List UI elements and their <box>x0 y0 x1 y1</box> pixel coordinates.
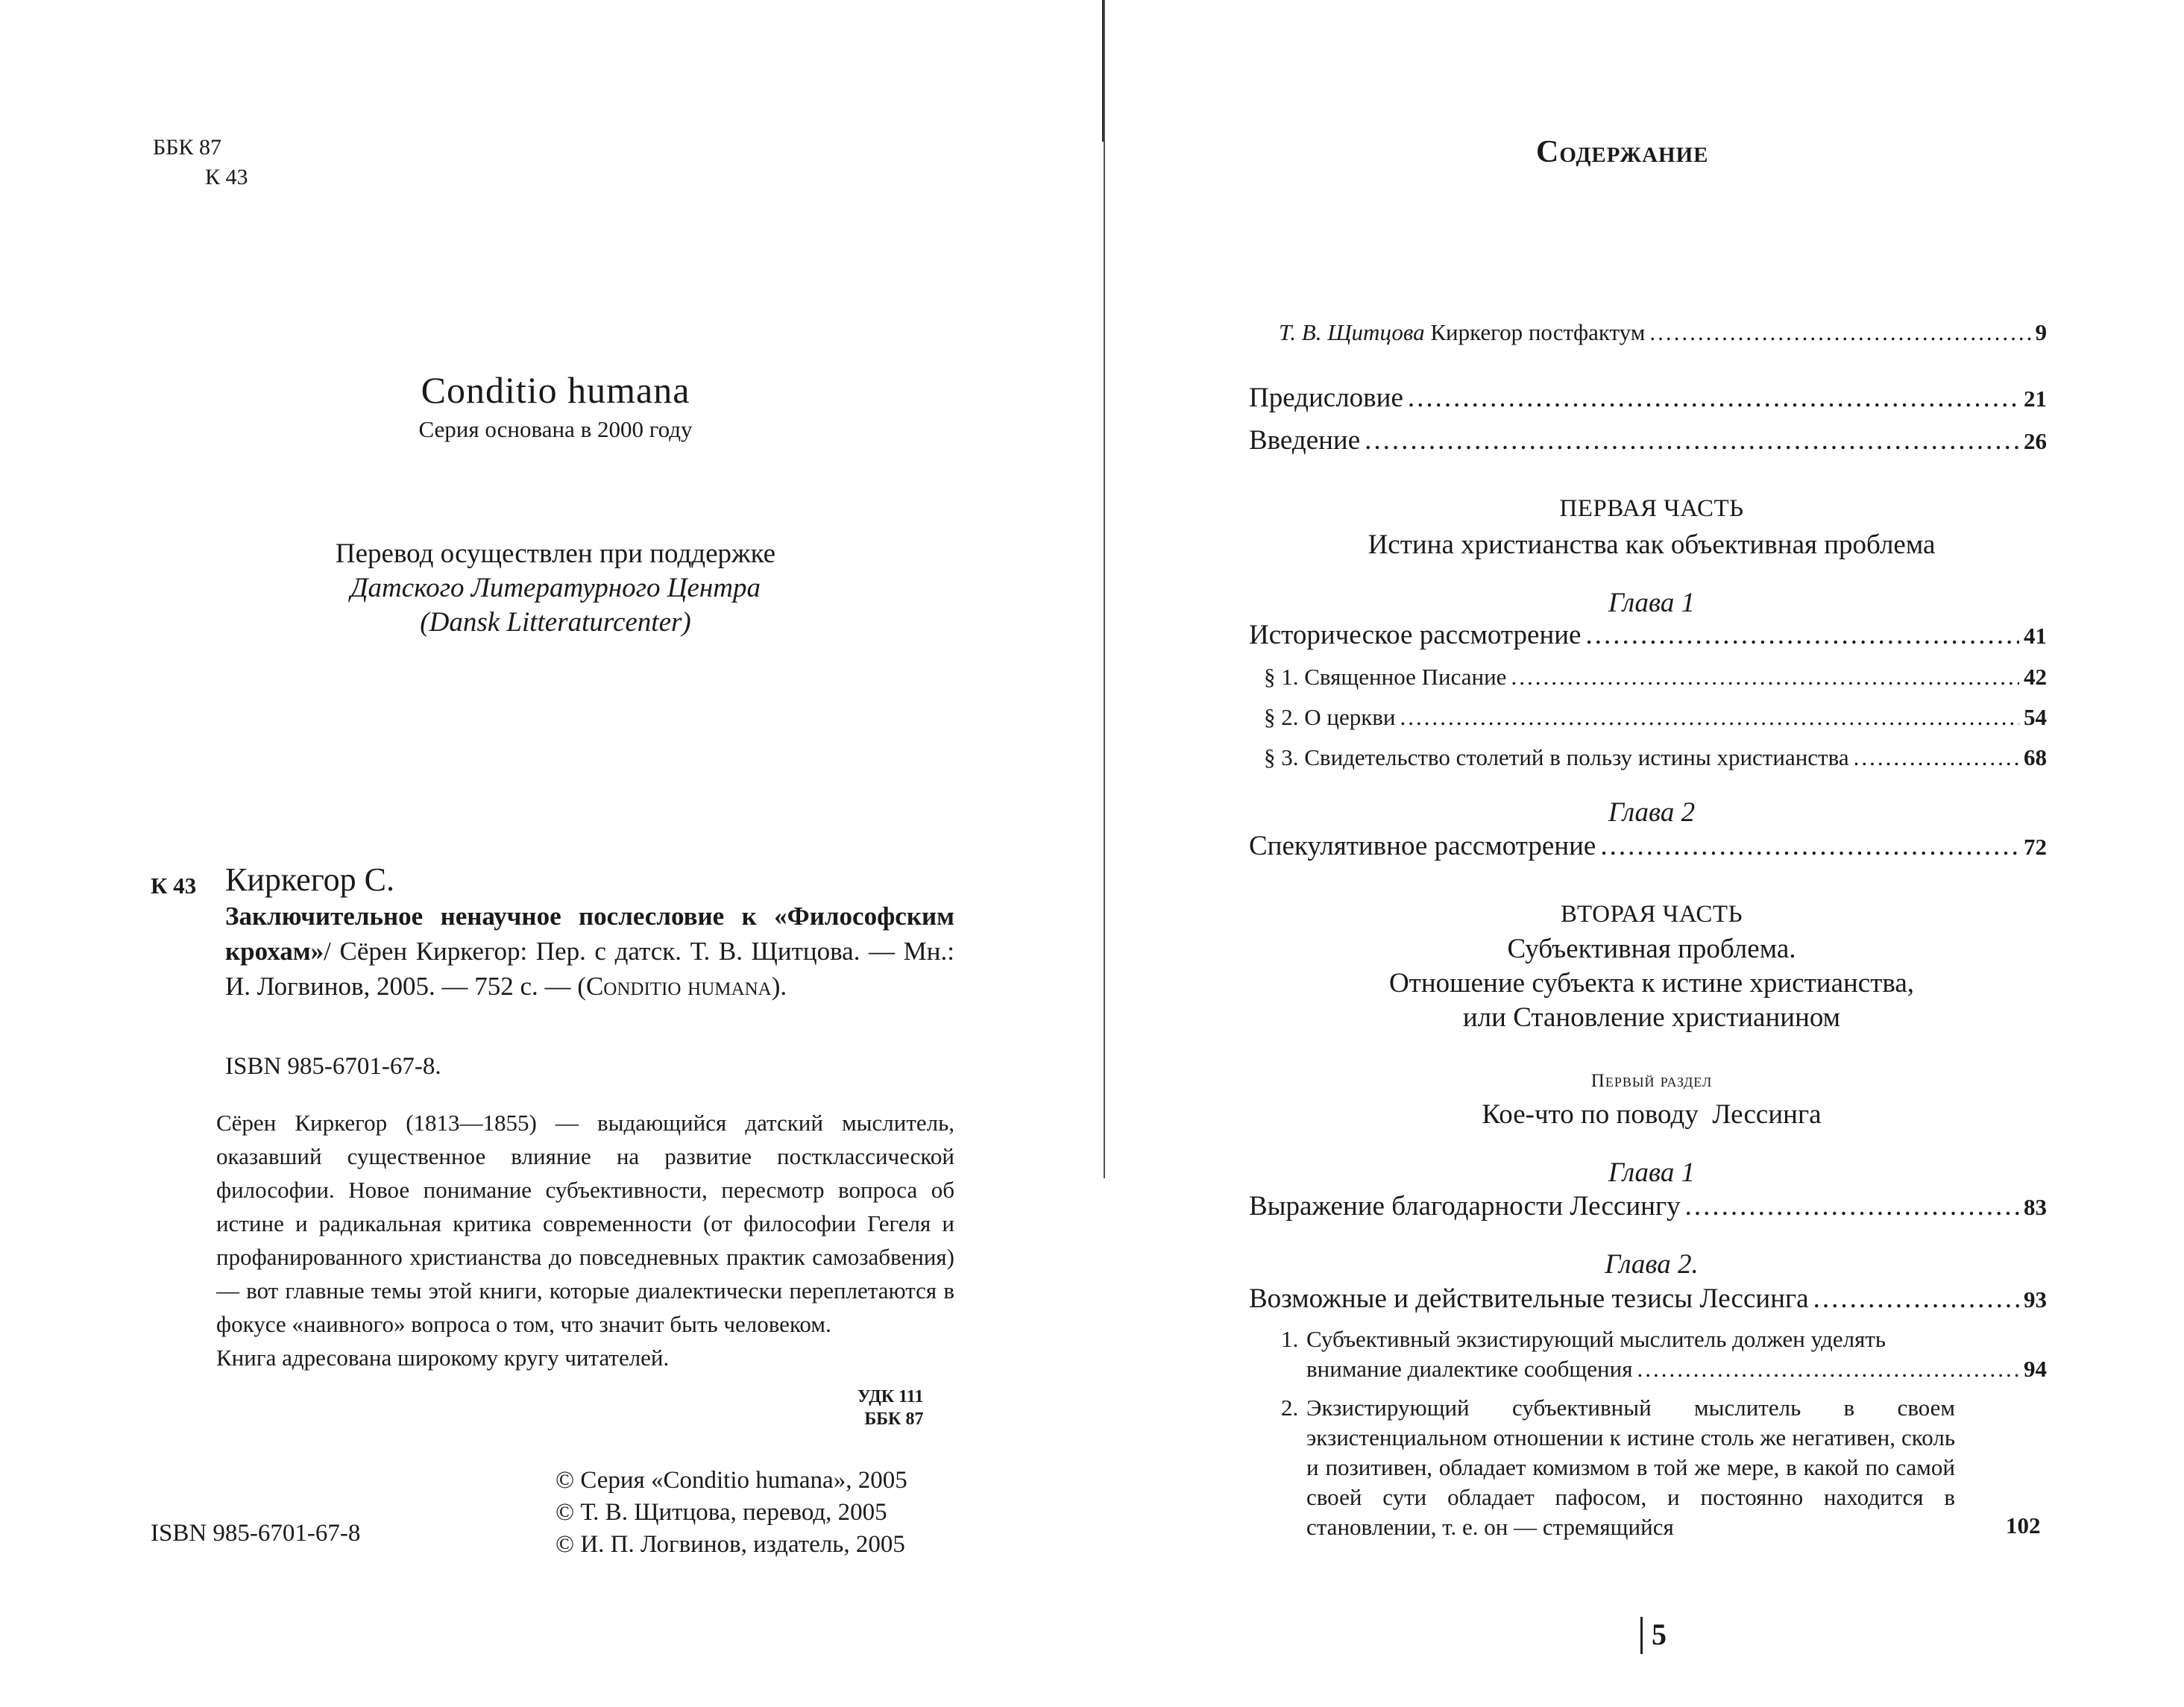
thesis-number: 1. <box>1281 1326 1299 1352</box>
sec1-chapter1-label: Глава 1 <box>1608 1157 1696 1188</box>
bibliographic-description <box>225 899 954 1004</box>
k-line: К 43 <box>205 165 248 189</box>
toc-page: 9 <box>2035 319 2047 345</box>
abstract <box>216 1106 954 1374</box>
toc-page: 21 <box>2024 386 2047 412</box>
book-title: Заключительное ненаучное послесловие к «Философским крохам» <box>225 902 954 966</box>
page-number: 5 <box>1652 1618 1667 1651</box>
toc-leader <box>1585 619 2019 651</box>
toc-page: 94 <box>2024 1356 2047 1382</box>
support-center-name: Датского Литературного Центра <box>350 573 761 603</box>
toc-page: 54 <box>2024 704 2047 730</box>
toc-entry-title: Предисловие <box>1249 383 1403 413</box>
thesis-text: Экзистирующий субъективный мыслитель в своем экзистенциальном отношении к истине столь же негативен, сколь и позитивен, обладает комизмом в той же мере, в какой по самой своей сути обладает пафосом, и постоянно находится в становлении, т. е. он — стремящийся <box>1306 1395 1955 1540</box>
toc-page: 41 <box>2024 623 2047 649</box>
toc-page: 26 <box>2024 428 2047 454</box>
catalog-code: К 43 <box>151 873 197 899</box>
toc-entry-author: Т. В. Щитцова <box>1279 319 1425 345</box>
toc-section <box>1264 744 2047 771</box>
toc-entry-title: Возможные и действительные тезисы Лессинга <box>1249 1283 1809 1314</box>
part2-label: ВТОРАЯ ЧАСТЬ <box>1560 901 1743 928</box>
udk-code: УДК 111 <box>857 1387 924 1406</box>
series-title: Conditio humana <box>421 369 690 411</box>
toc-leader <box>1408 382 2019 414</box>
section1-title: Кое-что по поводу Лессинга <box>1482 1099 1822 1130</box>
bbk-code-bottom: ББК 87 <box>864 1409 924 1429</box>
isbn-bottom: ISBN 985-6701-67-8 <box>151 1520 361 1547</box>
section1-label: Первый раздел <box>1590 1071 1713 1091</box>
thesis-1 <box>1281 1324 1997 1354</box>
toc-page: 83 <box>2024 1194 2047 1220</box>
series-block <box>283 365 828 444</box>
toc-section <box>1264 704 2047 731</box>
part2-subtitle-line: Отношение субъекта к истине христианства, <box>1388 968 1915 999</box>
toc-entry-afterword <box>1279 319 2047 346</box>
part1-label: ПЕРВАЯ ЧАСТЬ <box>1559 495 1744 522</box>
copyright-line: © Т. В. Щитцова, перевод, 2005 <box>556 1499 887 1526</box>
toc-entry-intro <box>1249 424 2047 456</box>
toc-leader <box>1813 1283 2019 1315</box>
toc-section-title: § 1. Священное Писание <box>1264 664 1507 690</box>
toc-entry-title: Киркегор постфактум <box>1430 319 1646 345</box>
part2-subtitle <box>1245 932 2058 1035</box>
toc-page: 72 <box>2024 834 2047 860</box>
toc-leader <box>1685 1190 2019 1222</box>
abstract-audience: Книга адресована широкому кругу читателей. <box>216 1345 670 1371</box>
toc-section <box>1264 664 2047 691</box>
toc-entry-speculative <box>1249 830 2047 862</box>
toc-entry-preface <box>1249 382 2047 414</box>
toc-entry-theses <box>1249 1283 2047 1315</box>
biblio-details: / Сёрен Киркегор: Пер. с датск. Т. В. Щитцова. — Мн.: И. Логвинов, 2005. — 752 с. — ( <box>225 937 954 1001</box>
part1-subtitle: Истина христианства как объективная проблема <box>1368 529 1936 560</box>
author-heading: Киркегор С. <box>225 861 395 898</box>
toc-entry-title: Введение <box>1249 425 1361 456</box>
toc-page: 93 <box>2024 1286 2047 1313</box>
part1-chapter2-label: Глава 2 <box>1608 797 1696 828</box>
isbn-main: ISBN 985-6701-67-8. <box>225 1053 441 1080</box>
toc-entry-historical <box>1249 619 2047 651</box>
part2-subtitle-line: Субъективная проблема. <box>1507 934 1796 964</box>
thesis-1-last-line <box>1306 1356 2047 1383</box>
udk-bbk-bottom <box>857 1386 923 1430</box>
bbk-line: ББК 87 <box>153 135 221 160</box>
toc-page: 42 <box>2024 664 2047 690</box>
translation-support <box>268 537 843 640</box>
thesis-2-page: 102 <box>2006 1512 2041 1538</box>
series-subtitle: Серия основана в 2000 году <box>418 416 693 442</box>
thesis-2 <box>1281 1393 1997 1542</box>
abstract-text: Сёрен Киркегор (1813—1855) — выдающийся датский мыслитель, оказавший существенное влияние на развитие постклассической философии. Новое понимание субъективности, пересмотр вопроса об истине и радикальная критика современности (от философии Гегеля и профанированного христианства до повседневных практик самозабвения) — вот главные темы этой книги, которые диалектически переплетаются в фокусе «наивного» вопроса о том, что значит быть человеком. <box>216 1110 954 1337</box>
thesis-line: внимание диалектике сообщения <box>1306 1356 1633 1382</box>
support-line: Перевод осуществлен при поддержке <box>335 538 776 569</box>
copyright-line: © Серия «Conditio humana», 2005 <box>556 1467 907 1494</box>
toc-entry-gratitude <box>1249 1190 2047 1222</box>
part1-chapter1-label: Глава 1 <box>1608 588 1696 618</box>
thesis-line: Субъективный экзистирующий мыслитель должен уделять <box>1306 1326 1886 1352</box>
thesis-number: 2. <box>1281 1395 1299 1421</box>
biblio-end: ). <box>771 972 787 1001</box>
toc-title: Содержание <box>1536 135 1709 169</box>
toc-section-title: § 3. Свидетельство столетий в пользу истины христианства <box>1264 744 1849 770</box>
sec1-chapter2-label: Глава 2. <box>1605 1249 1699 1280</box>
support-center-original: (Dansk Litteraturcenter) <box>420 607 691 638</box>
part2-subtitle-line: или Становление христианином <box>1462 1002 1841 1033</box>
bbk-code-top <box>153 133 248 192</box>
toc-entry-title: Историческое рассмотрение <box>1249 620 1582 650</box>
toc-leader <box>1365 424 2019 456</box>
toc-leader <box>1600 830 2019 862</box>
toc-leader <box>1854 744 2019 771</box>
copyright-block <box>556 1465 907 1561</box>
toc-entry-title: Выражение благодарности Лессингу <box>1249 1191 1681 1222</box>
copyright-line: © И. П. Логвинов, издатель, 2005 <box>556 1531 905 1558</box>
toc-page: 68 <box>2024 744 2047 770</box>
toc-leader <box>1400 704 2019 731</box>
toc-leader <box>1649 319 2030 346</box>
toc-leader <box>1511 664 2019 691</box>
page-number-rule <box>1640 1617 1643 1654</box>
book-spine <box>1104 0 1105 1178</box>
biblio-series: Conditio humana <box>585 972 772 1001</box>
toc-section-title: § 2. О церкви <box>1264 704 1396 730</box>
toc-leader <box>1637 1356 2019 1383</box>
toc-entry-title: Спекулятивное рассмотрение <box>1249 831 1596 861</box>
